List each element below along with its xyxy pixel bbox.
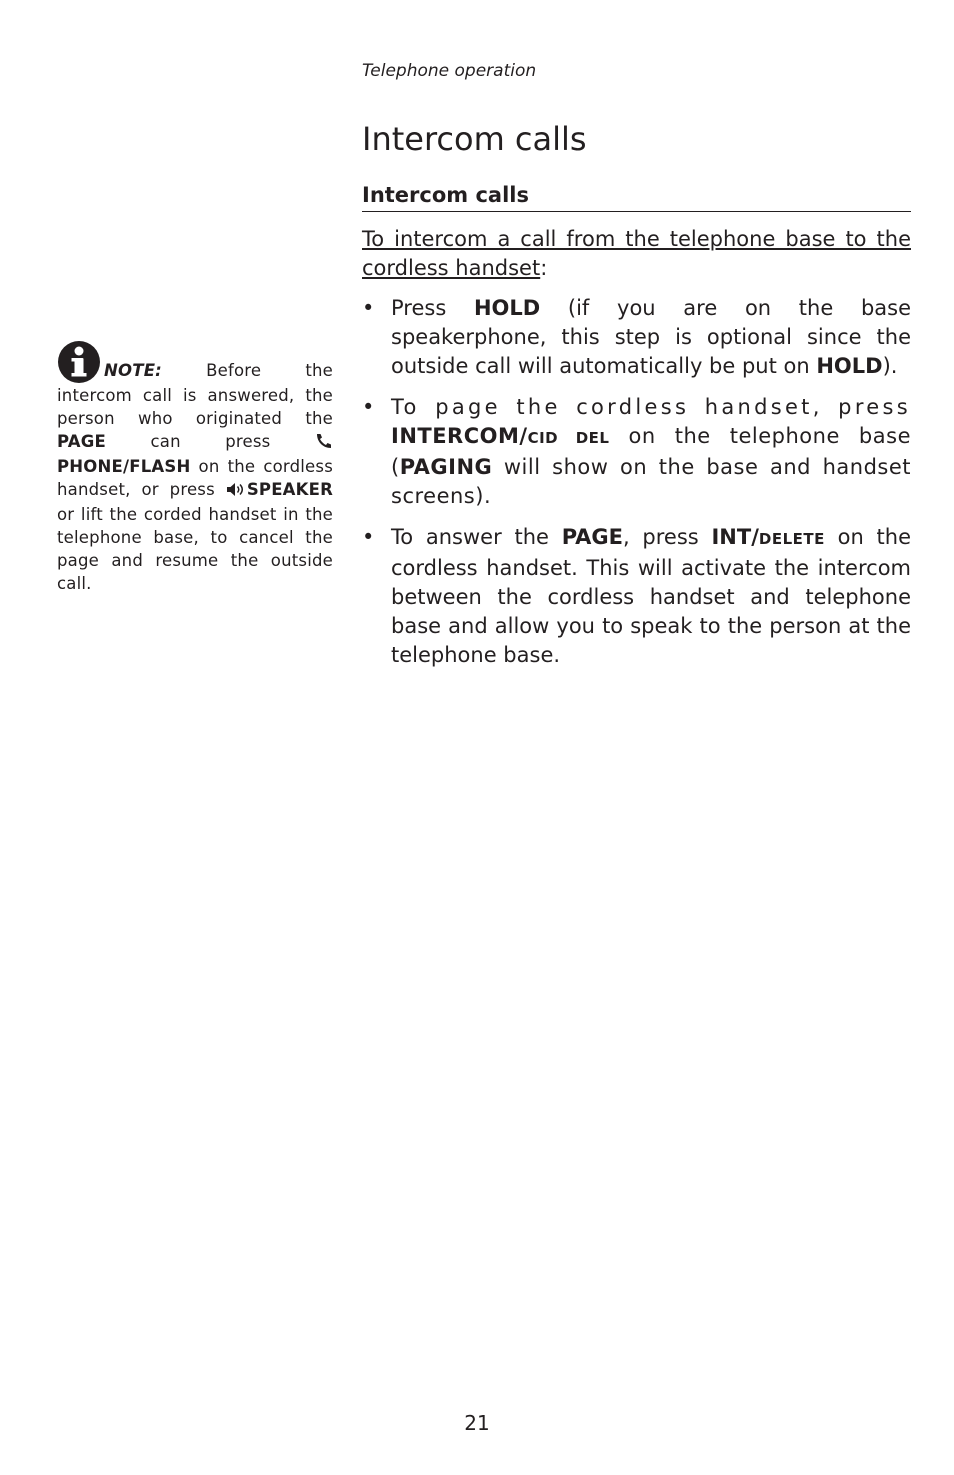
intro-underlined-text: To intercom a call from the telephone base to the cordless handset [362,227,911,280]
running-header: Telephone operation [362,61,537,81]
phone-icon [315,432,333,455]
list-item: • Press HOLD (if you are on the base speakerphone, this step is optional since the outside call will automatically be put on HOLD). [362,296,911,378]
bullet-icon: • [362,296,375,320]
page-number: 21 [464,1411,490,1435]
note-label: NOTE: [104,361,162,380]
note-box: NOTE: Before the intercom call is answered, the person who originated the PAGE can press PHONE/FLASH on the cordless handset, or press SPEAKER or lift the corded handset in the telephone base, to cancel the page and resume the outside call. [57,340,333,595]
info-icon [57,340,101,384]
intro-paragraph: To intercom a call from the telephone base to the cordless handset: [362,227,911,280]
speaker-icon [226,480,247,503]
bullet-icon: • [362,395,375,419]
list-item: • To page the cordless handset, press INTERCOM/CID DEL on the telephone base (PAGING will show on the base and handset screens). [362,395,911,508]
page-title: Intercom calls [362,120,587,158]
instruction-list [362,294,911,682]
list-item: • To answer the PAGE, press INT/DELETE on the cordless handset. This will activate the intercom between the cordless handset and telephone base and allow you to speak to the person at the telephone base. [362,525,911,667]
bullet-icon: • [362,525,375,549]
section-heading: Intercom calls [362,183,911,212]
